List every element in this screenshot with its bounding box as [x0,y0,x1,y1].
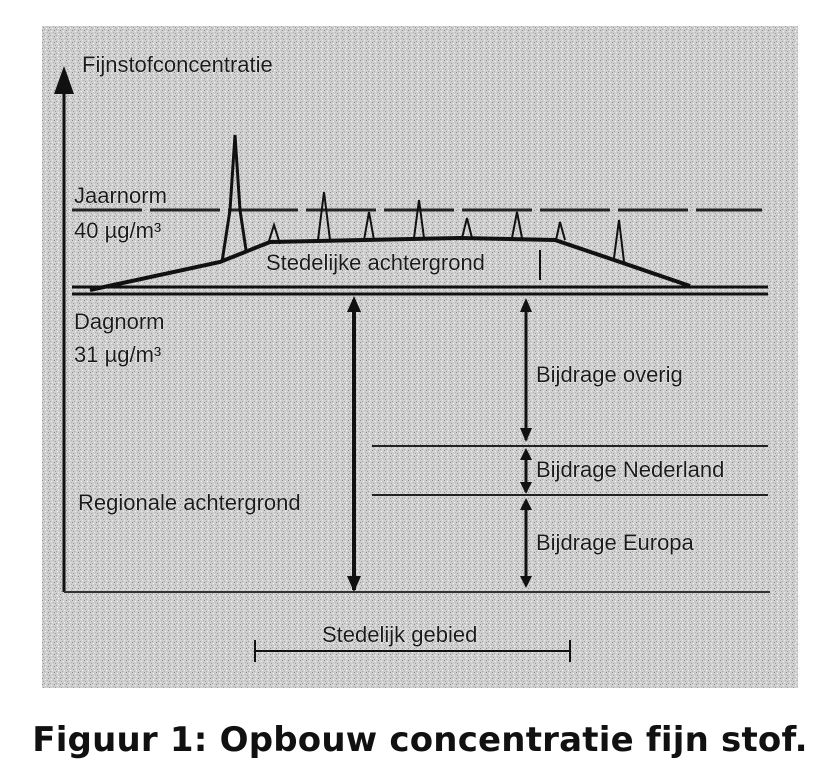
dagnorm-label: Dagnorm [74,309,165,334]
jaarnorm-value: 40 µg/m³ [74,218,162,243]
stedelijke-achtergrond-label: Stedelijke achtergrond [266,250,485,275]
dagnorm-value: 31 µg/m³ [74,342,162,367]
regionale-achtergrond-label: Regionale achtergrond [78,490,301,515]
bijdrage-nederland-label: Bijdrage Nederland [536,457,725,482]
jaarnorm-label: Jaarnorm [74,183,167,208]
y-axis-label: Fijnstofconcentratie [82,52,273,77]
figure-caption: Figuur 1: Opbouw concentratie fijn stof. [32,720,808,760]
bijdrage-overig-label: Bijdrage overig [536,362,683,387]
bijdrage-europa-label: Bijdrage Europa [536,530,694,555]
stedelijk-gebied-label: Stedelijk gebied [322,622,478,647]
